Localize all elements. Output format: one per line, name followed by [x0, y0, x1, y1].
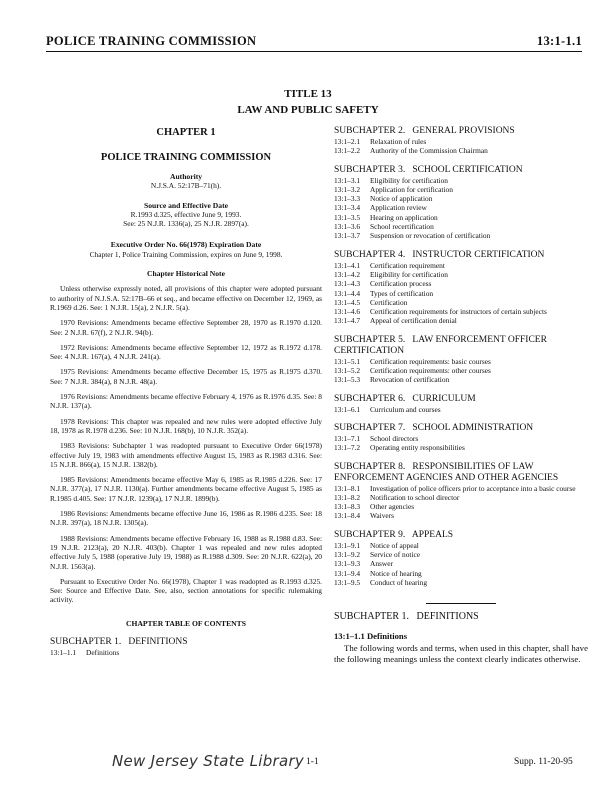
section-entry: [334, 213, 588, 222]
section-title: Service of notice: [370, 550, 421, 560]
section-title: Conduct of hearing: [370, 577, 428, 587]
header-left: POLICE TRAINING COMMISSION: [46, 34, 257, 48]
section-entry: [334, 222, 588, 231]
section-number: 13:1–8.4: [334, 511, 361, 521]
history-paragraph: 1970 Revisions: Amendments became effective September 28, 1970 as R.1970 d.120. See: 2 N.J.R. 67(f), 2 N.J.R. 94(b).: [50, 318, 322, 337]
section-number: 13:1–8.3: [334, 502, 361, 512]
subchapter-title: SUBCHAPTER 6. CURRICULUM: [334, 393, 476, 404]
section-entry: [334, 405, 588, 414]
section-number: 13:1–9.5: [334, 577, 361, 587]
section-title: Certification requirements: basic courses: [370, 356, 491, 366]
section-entry: [334, 366, 588, 375]
section-entry: [334, 261, 588, 270]
section-title: Other agencies: [370, 502, 415, 512]
supplement-date: Supp. 11-20-95: [514, 757, 573, 767]
section-title: Investigation of police officers prior to acceptance into a basic course: [370, 483, 576, 493]
section-entry: [334, 569, 588, 578]
section-entry: [334, 298, 588, 307]
section-title: Waivers: [370, 511, 395, 521]
section-number: 13:1–4.6: [334, 307, 361, 317]
section-number: 13:1–1.1: [50, 647, 77, 657]
section-entry: [334, 578, 588, 587]
header-right: 13:1-1.1: [536, 34, 582, 48]
section-entry: [334, 231, 588, 240]
section-number: 13:1–2.2: [334, 146, 361, 156]
left-column: [50, 123, 322, 657]
toc-subchapter-1: SUBCHAPTER 1. DEFINITIONS: [50, 636, 188, 647]
subchapter-title: SUBCHAPTER 8. RESPONSIBILITIES OF LAW ENFORCEMENT AGENCIES AND OTHER AGENCIES: [334, 461, 559, 483]
section-title: Answer: [370, 559, 393, 569]
section-number: 13:1–3.6: [334, 222, 361, 232]
section-entry: [334, 559, 588, 568]
section-title: Eligibility for certification: [370, 175, 448, 185]
authority-heading: Authority: [169, 172, 203, 181]
source-heading: Source and Effective Date: [143, 200, 228, 210]
section-title: Types of certification: [370, 288, 434, 298]
section-entry: [334, 316, 588, 325]
section-number: 13:1–4.4: [334, 288, 361, 298]
section-number: 13:1–9.1: [334, 540, 361, 550]
definitions-heading: 13:1–1.1 Definitions: [334, 630, 408, 641]
section-number: 13:1–9.2: [334, 550, 361, 560]
page-number: 1-1: [306, 757, 319, 767]
section-number: 13:1–8.1: [334, 483, 361, 493]
section-number: 13:1–3.4: [334, 203, 361, 213]
subchapter-list: [334, 126, 588, 587]
section-number: 13:1–3.2: [334, 184, 361, 194]
subchapter-title: SUBCHAPTER 7. SCHOOL ADMINISTRATION: [334, 422, 534, 433]
section-number: 13:1–4.7: [334, 316, 361, 326]
section-number: 13:1–7.1: [334, 433, 361, 443]
exec-order-text: Chapter 1, Police Training Commission, expires on June 9, 1998.: [89, 249, 283, 259]
section-entry: [334, 137, 588, 146]
section-number: 13:1–2.1: [334, 137, 361, 146]
subchapter-title: SUBCHAPTER 4. INSTRUCTOR CERTIFICATION: [334, 249, 545, 260]
section-entry: [334, 511, 588, 520]
section-number: 13:1–7.2: [334, 443, 361, 453]
running-header: [46, 34, 582, 49]
chapter-heading: CHAPTER 1: [156, 127, 216, 138]
section-title: Certification process: [370, 279, 432, 289]
source-line-1: R.1993 d.325, effective June 9, 1993.: [130, 209, 242, 219]
section-entry: [334, 493, 588, 502]
subchapter-1-heading: SUBCHAPTER 1. DEFINITIONS: [334, 611, 479, 623]
subchapter-title: SUBCHAPTER 3. SCHOOL CERTIFICATION: [334, 164, 523, 175]
history-paragraph: 1985 Revisions: Amendments became effective May 6, 1985 as R.1985 d.226. See: 17 N.J.R. 377(a), 17 N.J.R. 1130(a). Further amendments became effective August 5, 1985 as R.1985 d.405. See: 17 N.J.R. 1239(a), 17 N.J.R. 1899(b).: [50, 475, 322, 503]
subchapter-title: SUBCHAPTER 2. GENERAL PROVISIONS: [334, 126, 515, 136]
history-paragraph: Pursuant to Executive Order No. 66(1978), Chapter 1 was readopted as R.1993 d.325. See: Source and Effective Date. See, also, section annotations for specific rulemaking activity.: [50, 576, 322, 605]
history-paragraph: 1972 Revisions: Amendments became effective September 12, 1972 as R.1972 d.178. See: 4 N.J.R. 167(a), 4 N.J.R. 241(a).: [50, 342, 322, 362]
chapter-name: POLICE TRAINING COMMISSION: [100, 152, 272, 163]
right-column: [334, 126, 588, 665]
section-entry: [334, 541, 588, 550]
subchapter-title: SUBCHAPTER 9. APPEALS: [334, 529, 454, 540]
section-title: Eligibility for certification: [370, 269, 448, 279]
section-title: School directors: [370, 433, 419, 443]
section-entry: [334, 203, 588, 212]
section-title: Suspension or revocation of certification: [370, 231, 491, 241]
section-entry: [334, 443, 588, 452]
section-entry: [334, 357, 588, 366]
section-entry: [334, 307, 588, 316]
section-entry: [334, 289, 588, 298]
section-title: Relaxation of rules: [370, 137, 427, 146]
toc-section: [50, 648, 322, 657]
section-entry: [334, 434, 588, 443]
source-line-2: See: 25 N.J.R. 1336(a), 25 N.J.R. 2897(a).: [123, 219, 249, 229]
section-title: Revocation of certification: [370, 375, 450, 385]
history-paragraph: 1986 Revisions: Amendments became effective June 16, 1986 as R.1986 d.235. See: 18 N.J.R. 397(a), 18 N.J.R. 1305(a).: [50, 509, 322, 528]
title-number: TITLE 13: [284, 88, 332, 100]
history-paragraph: Unless otherwise expressly noted, all provisions of this chapter were adopted pursuant to authority of N.J.S.A. 52:17B–66 et seq., and became effective on December 12, 1969, as R.1969 d.26. See: 1 N.J.R. 15(a), 2 N.J.R. 5(a).: [50, 284, 322, 312]
section-number: 13:1–4.3: [334, 279, 361, 289]
section-entry: [334, 176, 588, 185]
section-divider: [426, 603, 496, 604]
section-number: 13:1–5.3: [334, 375, 361, 385]
history-paragraph: 1978 Revisions: This chapter was repealed and new rules were adopted effective July 18, 1978 as R.1978 d.236. See: 10 N.J.R. 168(b), 10 N.J.R. 352(a).: [50, 416, 322, 435]
section-entry: [334, 550, 588, 559]
section-entry: [334, 146, 588, 155]
section-number: 13:1–6.1: [334, 404, 361, 414]
history-paragraph: 1975 Revisions: Amendments became effective December 15, 1975 as R.1975 d.370. See: 7 N.J.R. 384(a), 8 N.J.R. 48(a).: [50, 367, 322, 386]
section-title: Authority of the Commission Chairman: [370, 146, 488, 156]
section-entry: [334, 194, 588, 203]
section-number: 13:1–4.5: [334, 297, 361, 307]
section-entry: [334, 270, 588, 279]
history-paragraph: 1988 Revisions: Amendments became effective February 16, 1988 as R.1988 d.83. See: 19 N.J.R. 2123(a), 20 N.J.R. 403(b). Chapter 1 was repealed and new rules adopted effective July 5, 1988 (operative July 19, 1988) as R.1988 d.309. See: 20 N.J.R. 622(a), 20 N.J.R. 1563(a).: [50, 533, 322, 571]
history-paragraph: 1983 Revisions: Subchapter 1 was readopted pursuant to Executive Order 66(1978) effective July 19, 1983 with amendments effective August 15, 1983 as R.1983 d.316. See: 15 N.J.R. 866(a), 15 N.J.R. 1382(b).: [50, 441, 322, 469]
title-name: LAW AND PUBLIC SAFETY: [237, 104, 379, 116]
section-number: 13:1–4.2: [334, 269, 361, 279]
section-entry: [334, 375, 588, 384]
section-title: Definitions: [86, 647, 120, 657]
section-title: Notification to school director: [370, 492, 460, 502]
section-number: 13:1–5.1: [334, 356, 361, 366]
section-entry: [334, 484, 588, 493]
section-number: 13:1–3.3: [334, 194, 361, 204]
exec-order-heading: Executive Order No. 66(1978) Expiration Date: [110, 240, 262, 250]
section-title: Certification: [370, 297, 408, 307]
section-entry: [334, 502, 588, 511]
section-title: Certification requirements for instructors of certain subjects: [370, 307, 547, 317]
section-number: 13:1–4.1: [334, 260, 361, 270]
section-entry: [334, 185, 588, 194]
section-title: Notice of appeal: [370, 540, 419, 550]
definitions-paragraph: The following words and terms, when used in this chapter, shall have the following meanings unless the context clearly indicates otherwise.: [334, 642, 588, 664]
table-of-contents-heading: CHAPTER TABLE OF CONTENTS: [126, 618, 246, 628]
subchapter-title: SUBCHAPTER 5. LAW ENFORCEMENT OFFICER CERTIFICATION: [334, 334, 550, 356]
section-title: Application for certification: [370, 184, 453, 194]
history-paragraph: 1976 Revisions: Amendments became effective February 4, 1976 as R.1976 d.35. See: 8 N.J.R. 137(a).: [50, 392, 322, 411]
section-number: 13:1–3.1: [334, 175, 361, 185]
section-title: Certification requirement: [370, 260, 445, 270]
section-title: Application review: [370, 203, 427, 213]
section-title: Operating entity responsibilities: [370, 443, 465, 453]
section-number: 13:1–5.2: [334, 366, 361, 376]
section-number: 13:1–8.2: [334, 492, 361, 502]
section-title: Hearing on application: [370, 212, 438, 222]
section-title: Appeal of certification denial: [370, 316, 457, 326]
section-entry: [334, 279, 588, 288]
section-number: 13:1–9.3: [334, 559, 361, 569]
header-rule: [46, 51, 582, 52]
section-number: 13:1–3.5: [334, 212, 361, 222]
library-logo: New Jersey State Library: [112, 752, 305, 770]
section-title: Notice of hearing: [370, 568, 422, 578]
section-number: 13:1–9.4: [334, 568, 361, 578]
section-title: Curriculum and courses: [370, 404, 441, 414]
historical-note-heading: Chapter Historical Note: [147, 269, 225, 279]
authority-text: N.J.S.A. 52:17B–71(h).: [150, 181, 222, 191]
section-title: School recertification: [370, 222, 434, 232]
section-number: 13:1–3.7: [334, 231, 361, 241]
section-title: Notice of application: [370, 194, 433, 204]
section-title: Certification requirements: other courses: [370, 366, 491, 376]
